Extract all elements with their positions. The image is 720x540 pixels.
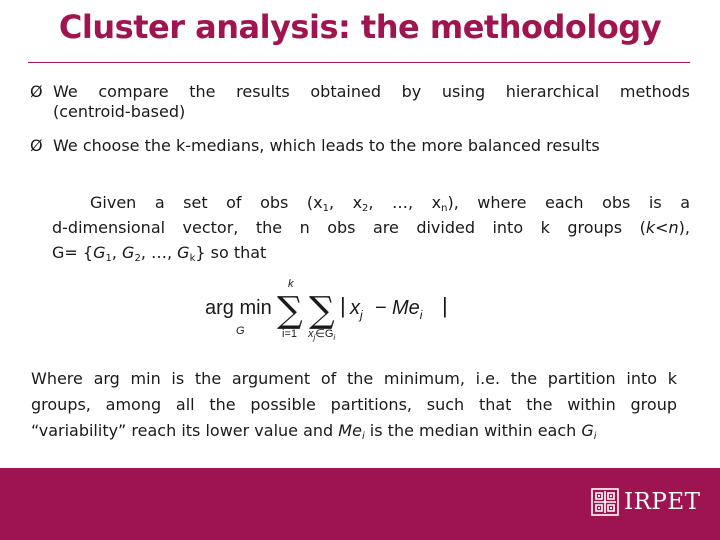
- arrow-bullet-icon: Ø: [30, 82, 43, 101]
- sum-symbol-inner: ∑: [309, 290, 335, 331]
- irpet-logo: [590, 487, 701, 517]
- bullet-text-line: We compare the results obtained by using hierarchical methods: [53, 82, 690, 101]
- slide-title: Cluster analysis: the methodology: [58, 8, 662, 46]
- bullet-text-line: (centroid-based): [53, 102, 186, 121]
- abs-bar-left: |: [340, 293, 346, 318]
- title-divider: [28, 62, 690, 63]
- arrow-bullet-icon: Ø: [30, 136, 43, 155]
- argmin-text: arg min: [205, 297, 272, 319]
- definition-line: $G= \{G_1$, $G_2$, …, $G_k$} so that: [52, 243, 267, 264]
- explanation-line: groups, among all the possible partitions, such that the within group: [31, 395, 677, 414]
- definition-line: d-dimensional vector, the n obs are divided into k groups (k<n),: [52, 218, 690, 237]
- sum-inner-limit: $x_j\in G_i$: [308, 328, 336, 342]
- explanation-line: “variability” reach its lower value and $Me_i$ is the median within each $G_i$: [31, 421, 597, 442]
- formula-me: $Me_i$: [392, 297, 423, 322]
- abs-bar-right: |: [442, 293, 448, 318]
- explanation-paragraph: [31, 366, 677, 444]
- bullet-item-hierarchical: [30, 82, 690, 122]
- argmin-subscript: G: [236, 325, 245, 337]
- formula-minus: −: [375, 297, 387, 319]
- sum-lower-limit: i=1: [282, 328, 297, 340]
- irpet-emblem-icon: [590, 487, 620, 517]
- explanation-line: Where arg min is the argument of the minimum, i.e. the partition into k: [31, 369, 677, 388]
- bullet-item-kmedians: [30, 136, 690, 156]
- formula-x: $x_j$: [350, 297, 363, 322]
- sum-upper-limit: k: [288, 278, 294, 290]
- logo-text: IRPET: [624, 489, 701, 515]
- bullet-text: [53, 82, 690, 122]
- sum-symbol-outer: ∑: [277, 290, 303, 331]
- definition-paragraph: [52, 190, 690, 265]
- argmin-formula: [205, 276, 455, 346]
- definition-line: Given a set of obs ($x_1$, $x_2$, …, $x_n$), where each obs is a: [90, 193, 690, 214]
- bullet-text: We choose the k-medians, which leads to the more balanced results: [53, 136, 600, 155]
